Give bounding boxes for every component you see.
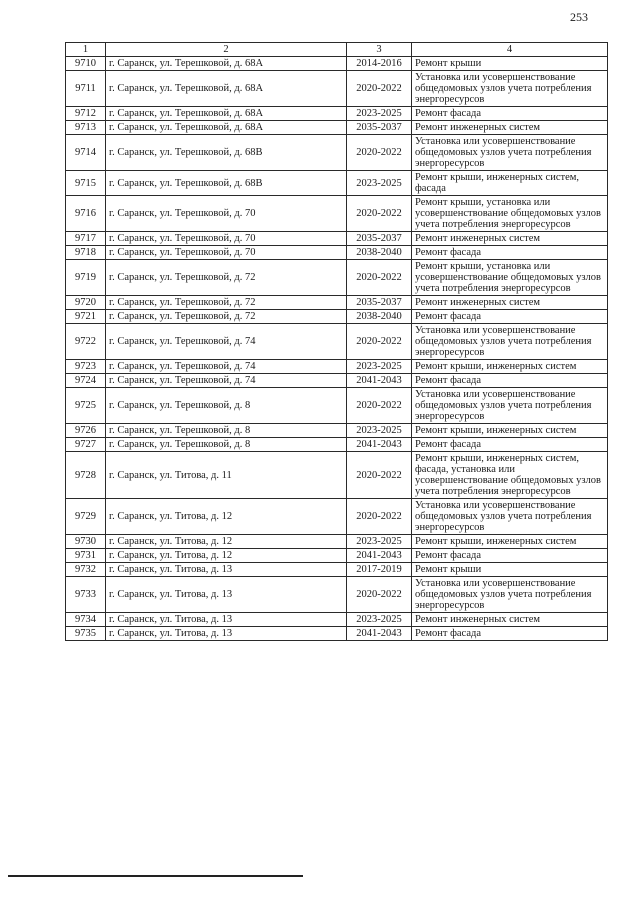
row-number-cell: 9724	[66, 374, 106, 388]
row-number-cell: 9723	[66, 360, 106, 374]
work-type-cell: Установка или усовершенствование общедомовых узлов учета потребления энергоресурсов	[412, 577, 608, 613]
table-row	[66, 57, 608, 71]
address-cell: г. Саранск, ул. Терешковой, д. 68В	[106, 171, 347, 196]
period-cell: 2020-2022	[347, 196, 412, 232]
table-row	[66, 563, 608, 577]
address-cell: г. Саранск, ул. Титова, д. 12	[106, 549, 347, 563]
period-cell: 2014-2016	[347, 57, 412, 71]
period-cell: 2035-2037	[347, 121, 412, 135]
row-number-cell: 9711	[66, 71, 106, 107]
address-cell: г. Саранск, ул. Титова, д. 13	[106, 577, 347, 613]
row-number-cell: 9719	[66, 260, 106, 296]
table-row	[66, 171, 608, 196]
address-cell: г. Саранск, ул. Терешковой, д. 74	[106, 324, 347, 360]
period-cell: 2020-2022	[347, 324, 412, 360]
work-type-cell: Установка или усовершенствование общедомовых узлов учета потребления энергоресурсов	[412, 324, 608, 360]
address-cell: г. Саранск, ул. Терешковой, д. 68В	[106, 135, 347, 171]
table-row	[66, 452, 608, 499]
address-cell: г. Саранск, ул. Титова, д. 13	[106, 613, 347, 627]
table-row	[66, 424, 608, 438]
work-type-cell: Ремонт инженерных систем	[412, 296, 608, 310]
table-body	[66, 57, 608, 641]
work-type-cell: Ремонт фасада	[412, 549, 608, 563]
period-cell: 2023-2025	[347, 360, 412, 374]
address-cell: г. Саранск, ул. Терешковой, д. 68А	[106, 107, 347, 121]
table-row	[66, 232, 608, 246]
table-row	[66, 535, 608, 549]
work-type-cell: Ремонт инженерных систем	[412, 121, 608, 135]
table-row	[66, 196, 608, 232]
period-cell: 2041-2043	[347, 438, 412, 452]
table-row	[66, 577, 608, 613]
period-cell: 2023-2025	[347, 171, 412, 196]
address-cell: г. Саранск, ул. Терешковой, д. 8	[106, 438, 347, 452]
period-cell: 2041-2043	[347, 374, 412, 388]
page-number: 253	[570, 10, 588, 24]
address-cell: г. Саранск, ул. Титова, д. 12	[106, 535, 347, 549]
table-row	[66, 246, 608, 260]
row-number-cell: 9727	[66, 438, 106, 452]
work-type-cell: Ремонт фасада	[412, 107, 608, 121]
work-type-cell: Ремонт крыши, инженерных систем	[412, 424, 608, 438]
row-number-cell: 9713	[66, 121, 106, 135]
table-row	[66, 107, 608, 121]
table-row	[66, 627, 608, 641]
address-cell: г. Саранск, ул. Титова, д. 12	[106, 499, 347, 535]
address-cell: г. Саранск, ул. Терешковой, д. 72	[106, 296, 347, 310]
period-cell: 2023-2025	[347, 424, 412, 438]
address-cell: г. Саранск, ул. Титова, д. 11	[106, 452, 347, 499]
period-cell: 2038-2040	[347, 246, 412, 260]
period-cell: 2023-2025	[347, 535, 412, 549]
address-cell: г. Саранск, ул. Терешковой, д. 70	[106, 232, 347, 246]
period-cell: 2020-2022	[347, 452, 412, 499]
work-type-cell: Ремонт инженерных систем	[412, 613, 608, 627]
period-cell: 2035-2037	[347, 232, 412, 246]
address-cell: г. Саранск, ул. Терешковой, д. 68А	[106, 121, 347, 135]
row-number-cell: 9718	[66, 246, 106, 260]
address-cell: г. Саранск, ул. Терешковой, д. 70	[106, 196, 347, 232]
row-number-cell: 9720	[66, 296, 106, 310]
work-type-cell: Ремонт фасада	[412, 627, 608, 641]
period-cell: 2020-2022	[347, 577, 412, 613]
row-number-cell: 9710	[66, 57, 106, 71]
address-cell: г. Саранск, ул. Терешковой, д. 68А	[106, 57, 347, 71]
table-row	[66, 310, 608, 324]
work-type-cell: Ремонт фасада	[412, 310, 608, 324]
address-cell: г. Саранск, ул. Терешковой, д. 74	[106, 374, 347, 388]
period-cell: 2020-2022	[347, 71, 412, 107]
table-row	[66, 438, 608, 452]
table-row	[66, 135, 608, 171]
row-number-cell: 9722	[66, 324, 106, 360]
row-number-cell: 9715	[66, 171, 106, 196]
row-number-cell: 9734	[66, 613, 106, 627]
period-cell: 2041-2043	[347, 549, 412, 563]
row-number-cell: 9712	[66, 107, 106, 121]
row-number-cell: 9721	[66, 310, 106, 324]
row-number-cell: 9717	[66, 232, 106, 246]
address-cell: г. Саранск, ул. Терешковой, д. 74	[106, 360, 347, 374]
column-header-period: 3	[347, 43, 412, 57]
row-number-cell: 9731	[66, 549, 106, 563]
row-number-cell: 9716	[66, 196, 106, 232]
work-type-cell: Ремонт крыши, инженерных систем	[412, 360, 608, 374]
work-type-cell: Ремонт фасада	[412, 246, 608, 260]
table-header-row	[66, 43, 608, 57]
repair-schedule-table	[65, 42, 608, 641]
work-type-cell: Ремонт крыши, установка или усовершенствование общедомовых узлов учета потребления энергоресурсов	[412, 260, 608, 296]
work-type-cell: Ремонт крыши, инженерных систем, фасада, установка или усовершенствование общедомовых узлов учета потребления энергоресурсов	[412, 452, 608, 499]
address-cell: г. Саранск, ул. Терешковой, д. 70	[106, 246, 347, 260]
row-number-cell: 9735	[66, 627, 106, 641]
row-number-cell: 9726	[66, 424, 106, 438]
address-cell: г. Саранск, ул. Титова, д. 13	[106, 563, 347, 577]
table-row	[66, 374, 608, 388]
work-type-cell: Ремонт крыши, инженерных систем	[412, 535, 608, 549]
row-number-cell: 9729	[66, 499, 106, 535]
period-cell: 2020-2022	[347, 135, 412, 171]
period-cell: 2020-2022	[347, 260, 412, 296]
work-type-cell: Установка или усовершенствование общедомовых узлов учета потребления энергоресурсов	[412, 388, 608, 424]
period-cell: 2023-2025	[347, 107, 412, 121]
work-type-cell: Установка или усовершенствование общедомовых узлов учета потребления энергоресурсов	[412, 71, 608, 107]
row-number-cell: 9733	[66, 577, 106, 613]
table-row	[66, 549, 608, 563]
column-header-number: 1	[66, 43, 106, 57]
period-cell: 2041-2043	[347, 627, 412, 641]
work-type-cell: Установка или усовершенствование общедомовых узлов учета потребления энергоресурсов	[412, 135, 608, 171]
work-type-cell: Ремонт крыши, инженерных систем, фасада	[412, 171, 608, 196]
table-row	[66, 296, 608, 310]
table-row	[66, 260, 608, 296]
table-row	[66, 499, 608, 535]
table-row	[66, 360, 608, 374]
row-number-cell: 9725	[66, 388, 106, 424]
column-header-work: 4	[412, 43, 608, 57]
period-cell: 2020-2022	[347, 499, 412, 535]
period-cell: 2020-2022	[347, 388, 412, 424]
period-cell: 2023-2025	[347, 613, 412, 627]
address-cell: г. Саранск, ул. Терешковой, д. 68А	[106, 71, 347, 107]
table-row	[66, 71, 608, 107]
work-type-cell: Ремонт фасада	[412, 438, 608, 452]
period-cell: 2038-2040	[347, 310, 412, 324]
row-number-cell: 9728	[66, 452, 106, 499]
work-type-cell: Ремонт крыши	[412, 563, 608, 577]
footer-rule	[8, 875, 303, 877]
period-cell: 2017-2019	[347, 563, 412, 577]
row-number-cell: 9714	[66, 135, 106, 171]
work-type-cell: Ремонт фасада	[412, 374, 608, 388]
work-type-cell: Ремонт крыши, установка или усовершенствование общедомовых узлов учета потребления энергоресурсов	[412, 196, 608, 232]
table-row	[66, 121, 608, 135]
table-row	[66, 388, 608, 424]
address-cell: г. Саранск, ул. Терешковой, д. 8	[106, 388, 347, 424]
work-type-cell: Ремонт инженерных систем	[412, 232, 608, 246]
table-row	[66, 613, 608, 627]
row-number-cell: 9732	[66, 563, 106, 577]
address-cell: г. Саранск, ул. Терешковой, д. 72	[106, 260, 347, 296]
column-header-address: 2	[106, 43, 347, 57]
address-cell: г. Саранск, ул. Терешковой, д. 72	[106, 310, 347, 324]
address-cell: г. Саранск, ул. Титова, д. 13	[106, 627, 347, 641]
address-cell: г. Саранск, ул. Терешковой, д. 8	[106, 424, 347, 438]
row-number-cell: 9730	[66, 535, 106, 549]
table-row	[66, 324, 608, 360]
work-type-cell: Установка или усовершенствование общедомовых узлов учета потребления энергоресурсов	[412, 499, 608, 535]
work-type-cell: Ремонт крыши	[412, 57, 608, 71]
period-cell: 2035-2037	[347, 296, 412, 310]
